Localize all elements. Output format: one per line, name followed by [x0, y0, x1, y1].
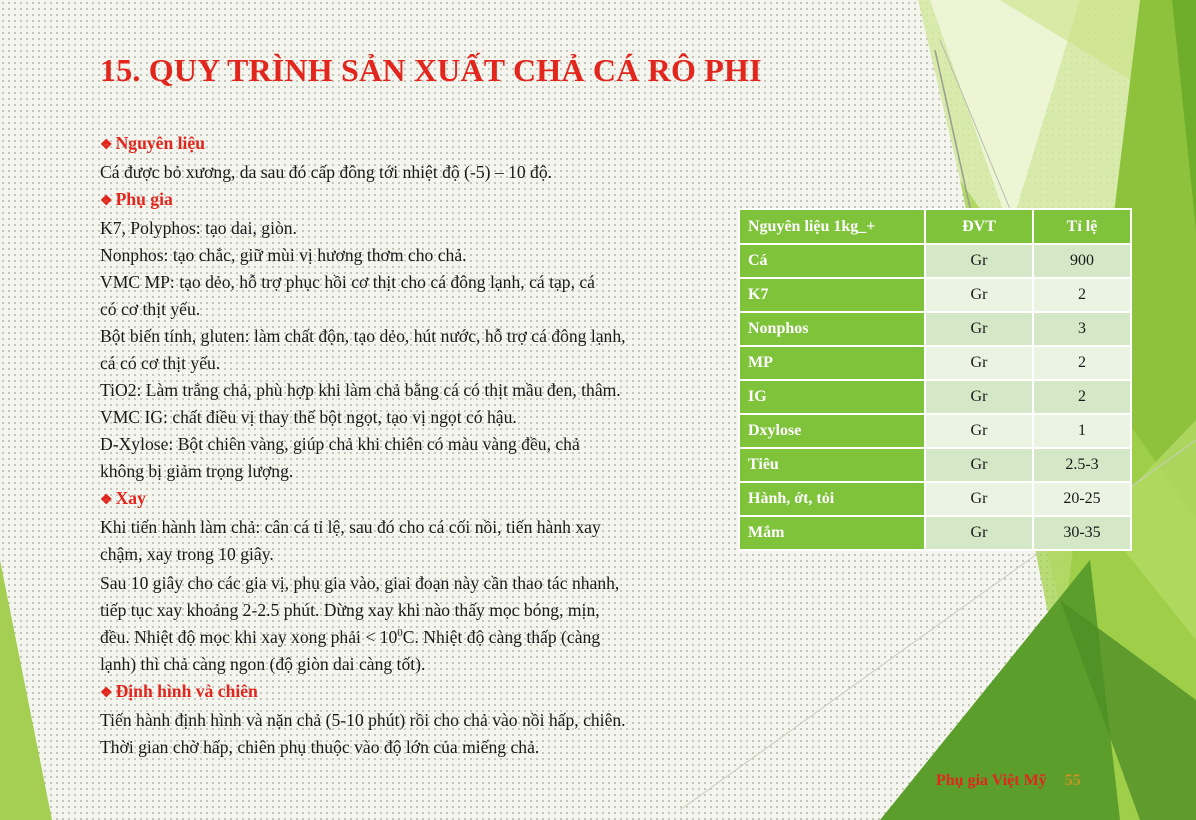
- unit-cell: Gr: [925, 414, 1033, 448]
- paragraph-line: lạnh) thì chả càng ngon (độ giòn dai càng tốt).: [100, 654, 426, 674]
- unit-cell: Gr: [925, 448, 1033, 482]
- paragraph-line: chậm, xay trong 10 giây.: [100, 544, 274, 564]
- ratio-cell: 2.5-3: [1033, 448, 1131, 482]
- paragraph-line: Bột biến tính, gluten: làm chất độn, tạo dẻo, hút nước, hỗ trợ cá đông lạnh,: [100, 326, 626, 346]
- ratio-cell: 2: [1033, 278, 1131, 312]
- paragraph-line: D-Xylose: Bột chiên vàng, giúp chả khi chiên có màu vàng đều, chả: [100, 434, 580, 454]
- paragraph-line: VMC MP: tạo dẻo, hỗ trợ phục hồi cơ thịt cho cá đông lạnh, cá tạp, cá: [100, 272, 595, 292]
- diamond-bullet-icon: ❖: [100, 194, 113, 209]
- paragraph-line: Nonphos: tạo chắc, giữ mùi vị hương thơm cho chả.: [100, 245, 467, 265]
- paragraph-line: tiếp tục xay khoảng 2-2.5 phút. Dừng xay khi nào thấy mọc bóng, mịn,: [100, 600, 600, 620]
- table-row: [739, 448, 1131, 482]
- ingredient-name: Tiêu: [739, 448, 925, 482]
- section-heading-nguyen-lieu: ❖ Nguyên liệu: [100, 133, 206, 153]
- ingredient-name: K7: [739, 278, 925, 312]
- paragraph-line: Thời gian chờ hấp, chiên phụ thuộc vào độ lớn của miếng chả.: [100, 737, 540, 757]
- ingredient-name: Mắm: [739, 516, 925, 550]
- unit-cell: Gr: [925, 278, 1033, 312]
- ingredient-name: MP: [739, 346, 925, 380]
- ratio-cell: 900: [1033, 244, 1131, 278]
- ratio-cell: 3: [1033, 312, 1131, 346]
- ingredient-name: Nonphos: [739, 312, 925, 346]
- paragraph-line: Khi tiến hành làm chả: cân cá tỉ lệ, sau đó cho cá cối nồi, tiến hành xay: [100, 517, 601, 537]
- ingredient-name: Dxylose: [739, 414, 925, 448]
- page-number: 55: [1064, 772, 1081, 789]
- footer-brand: Phụ gia Việt Mỹ: [936, 772, 1047, 789]
- table-row: [739, 346, 1131, 380]
- diamond-bullet-icon: ❖: [100, 686, 113, 701]
- paragraph-line-temperature: đều. Nhiệt độ mọc khi xay xong phải < $10^0C$. Nhiệt độ càng thấp (càng: [100, 627, 601, 647]
- paragraph-line: Sau 10 giây cho các gia vị, phụ gia vào, giai đoạn này cần thao tác nhanh,: [100, 573, 620, 593]
- diamond-bullet-icon: ❖: [100, 138, 113, 153]
- table-row: [739, 380, 1131, 414]
- paragraph-line: TiO2: Làm trắng chả, phù hợp khi làm chả bằng cá có thịt mầu đen, thâm.: [100, 380, 621, 400]
- unit-cell: Gr: [925, 380, 1033, 414]
- paragraph-line: Tiến hành định hình và nặn chả (5-10 phút) rồi cho chả vào nồi hấp, chiên.: [100, 710, 626, 730]
- paragraph-line: có cơ thịt yếu.: [100, 299, 201, 319]
- section-heading-dinh-hinh: ❖ Định hình và chiên: [100, 681, 258, 701]
- ratio-cell: 1: [1033, 414, 1131, 448]
- paragraph-line: Cá được bỏ xương, da sau đó cấp đông tới nhiệt độ (-5) – 10 độ.: [100, 162, 553, 182]
- paragraph-line: K7, Polyphos: tạo dai, giòn.: [100, 218, 297, 238]
- table-row: [739, 516, 1131, 550]
- table-row: [739, 278, 1131, 312]
- column-header-unit: ĐVT: [925, 209, 1033, 244]
- ingredient-name: Cá: [739, 244, 925, 278]
- table-row: [739, 482, 1131, 516]
- unit-cell: Gr: [925, 516, 1033, 550]
- ingredient-table: [738, 208, 1132, 551]
- ingredient-name: IG: [739, 380, 925, 414]
- slide-footer: [936, 772, 1081, 790]
- superscript: 0: [397, 627, 403, 640]
- ratio-cell: 2: [1033, 380, 1131, 414]
- table-row: [739, 244, 1131, 278]
- column-header-ingredient: Nguyên liệu 1kg_+: [739, 209, 925, 244]
- unit-cell: Gr: [925, 244, 1033, 278]
- paragraph-line: VMC IG: chất điều vị thay thế bột ngọt, tạo vị ngọt có hậu.: [100, 407, 517, 427]
- column-header-ratio: Tỉ lệ: [1033, 209, 1131, 244]
- unit-cell: Gr: [925, 346, 1033, 380]
- section-heading-phu-gia: ❖ Phụ gia: [100, 189, 173, 209]
- ratio-cell: 2: [1033, 346, 1131, 380]
- section-heading-xay: ❖ Xay: [100, 488, 146, 508]
- table-row: [739, 414, 1131, 448]
- ratio-cell: 20-25: [1033, 482, 1131, 516]
- table-header-row: [739, 209, 1131, 244]
- diamond-bullet-icon: ❖: [100, 493, 113, 508]
- ratio-cell: 30-35: [1033, 516, 1131, 550]
- paragraph-line: cá có cơ thịt yếu.: [100, 353, 221, 373]
- ingredient-name: Hành, ớt, tỏi: [739, 482, 925, 516]
- unit-cell: Gr: [925, 312, 1033, 346]
- table-row: [739, 312, 1131, 346]
- process-content: [100, 130, 740, 761]
- paragraph-line: không bị giảm trọng lượng.: [100, 461, 294, 481]
- unit-cell: Gr: [925, 482, 1033, 516]
- page-title: 15. QUY TRÌNH SẢN XUẤT CHẢ CÁ RÔ PHI: [100, 52, 762, 88]
